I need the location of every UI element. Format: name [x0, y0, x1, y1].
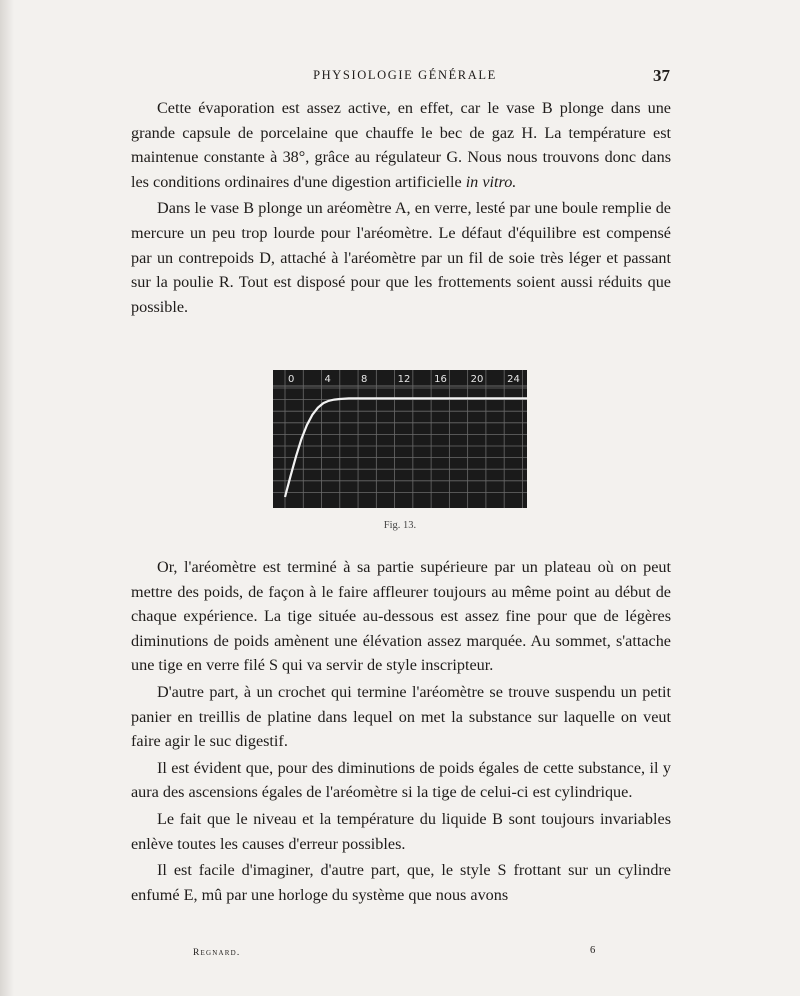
x-tick-label: 20 [470, 374, 484, 385]
paragraph: Il est évident que, pour des diminutions de poids égales de cette substance, il y aura des ascensions égales de l'aréomètre si la tige de celui-ci est cylindrique. [131, 758, 671, 802]
footer-signature: 6 [590, 945, 596, 956]
x-tick-label: 0 [288, 374, 295, 385]
x-tick-label: 12 [397, 374, 411, 385]
figure-13-chart [273, 370, 527, 508]
paragraph: D'autre part, à un crochet qui termine l'aréomètre se trouve suspendu un petit panier en treillis de platine dans lequel on met la substance sur laquelle on veut faire agir le suc digestif. [131, 682, 671, 751]
x-tick-label: 4 [324, 374, 331, 385]
chart-svg [273, 370, 527, 508]
x-tick-label: 8 [361, 374, 368, 385]
running-header: PHYSIOLOGIE GÉNÉRALE [313, 68, 497, 82]
paragraph: Or, l'aréomètre est terminé à sa partie supérieure par un plateau où on peut mettre des poids, de façon à le faire affleurer toujours au même point au début de chaque expérience. La tige située au-dessous est assez fine pour que de légères diminutions de poids amènent une élévation assez marquée. Au sommet, s'attache une tige en verre filé S qui va servir de style inscripteur. [131, 558, 671, 675]
x-tick-label: 24 [507, 374, 520, 385]
footer-author: Regnard. [193, 948, 241, 958]
paragraph: Cette évaporation est assez active, en effet, car le vase B plonge dans une grande capsule de porcelaine que chauffe le bec de gaz H. La température est maintenue constante à 38°, grâce au régulateur G. Nous nous trouvons donc dans les conditions ordinaires d'une digestion artificielle in vitro. [131, 99, 671, 191]
page-edge-shadow [0, 0, 14, 996]
figure-caption: Fig. 13. [383, 520, 417, 531]
paragraph: Dans le vase B plonge un aréomètre A, en verre, lesté par une boule remplie de mercure un peu trop lourde pour l'aréomètre. Le défaut d'équilibre est compensé par un contrepoids D, attaché à l'aréomètre par un fil de soie très léger et passant sur la poulie R. Tout est disposé pour que les frottements soient aussi réduits que possible. [131, 199, 671, 316]
body-text-bottom [131, 555, 671, 909]
body-text-top [131, 96, 671, 321]
paragraph: Il est facile d'imaginer, d'autre part, que, le style S frottant sur un cylindre enfumé E, mû par une horloge du système que nous avons [131, 861, 671, 904]
paragraph: Le fait que le niveau et la température du liquide B sont toujours invariables enlève toutes les causes d'erreur possibles. [131, 809, 671, 853]
x-tick-label: 16 [434, 374, 447, 385]
page-number: 37 [653, 66, 670, 85]
